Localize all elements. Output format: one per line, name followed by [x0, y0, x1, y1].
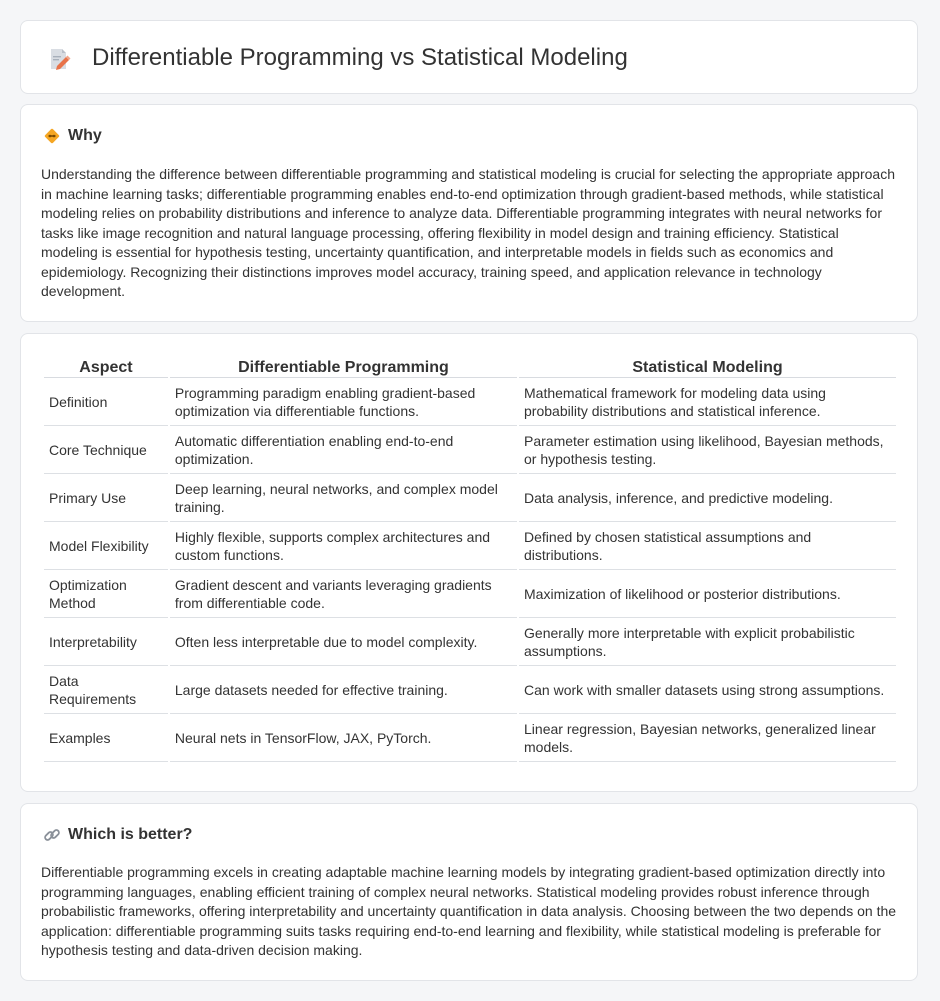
table-row [44, 618, 896, 666]
aspect-cell: Primary Use [44, 474, 168, 522]
table-row [44, 426, 896, 474]
why-section [20, 104, 918, 322]
statistical-cell: Generally more interpretable with explicit probabilistic assumptions. [519, 618, 896, 666]
differentiable-cell: Programming paradigm enabling gradient-based optimization via differentiable functions. [170, 378, 517, 426]
comparison-card [20, 333, 918, 792]
better-body: Differentiable programming excels in creating adaptable machine learning models by integrating gradient-based optimization directly into programming languages, enabling efficient training of complex neural networks. Statistical modeling provides robust inference through probabilistic frameworks, offering interpretability and uncertainty quantification in data analysis. Choosing between the two depends on the application: differentiable programming suits tasks requiring end-to-end learning and flexibility, while statistical modeling is preferable for hypothesis testing and data-driven decision making. [41, 864, 897, 958]
statistical-cell: Parameter estimation using likelihood, Bayesian methods, or hypothesis testing. [519, 426, 896, 474]
better-heading: Which is better? [68, 826, 193, 843]
statistical-cell: Data analysis, inference, and predictive modeling. [519, 474, 896, 522]
header-statistical-modeling: Statistical Modeling [519, 354, 896, 378]
page-title: Differentiable Programming vs Statistical Modeling [92, 44, 628, 71]
table-row [44, 666, 896, 714]
header-differentiable-programming: Differentiable Programming [170, 354, 517, 378]
why-body: Understanding the difference between differentiable programming and statistical modeling is crucial for selecting the appropriate approach in machine learning tasks; differentiable programming enables end-to-end optimization through gradient-based methods, while statistical modeling relies on probability distributions and inference to analyze data. Differentiable programming integrates with neural networks for tasks like image recognition and natural language processing, offering flexibility in model design and training efficiency. Statistical modeling is essential for hypothesis testing, uncertainty quantification, and interpretable models in fields such as economics and epidemiology. Recognizing their distinctions improves model accuracy, training speed, and application relevance in technology development. [41, 166, 895, 299]
aspect-cell: Definition [44, 378, 168, 426]
differentiable-cell: Neural nets in TensorFlow, JAX, PyTorch. [170, 714, 517, 762]
statistical-cell: Maximization of likelihood or posterior distributions. [519, 570, 896, 618]
table-header-row [44, 354, 896, 378]
why-heading: Why [68, 127, 102, 144]
differentiable-cell: Automatic differentiation enabling end-to-end optimization. [170, 426, 517, 474]
aspect-cell: Optimization Method [44, 570, 168, 618]
differentiable-cell: Large datasets needed for effective training. [170, 666, 517, 714]
aspect-cell: Interpretability [44, 618, 168, 666]
statistical-cell: Mathematical framework for modeling data using probability distributions and statistical inference. [519, 378, 896, 426]
comparison-table [42, 354, 898, 762]
header-aspect: Aspect [44, 354, 168, 378]
table-row [44, 378, 896, 426]
statistical-cell: Linear regression, Bayesian networks, generalized linear models. [519, 714, 896, 762]
statistical-cell: Can work with smaller datasets using strong assumptions. [519, 666, 896, 714]
differentiable-cell: Highly flexible, supports complex architectures and custom functions. [170, 522, 517, 570]
table-row [44, 714, 896, 762]
differentiable-cell: Often less interpretable due to model complexity. [170, 618, 517, 666]
link-icon [43, 826, 61, 844]
better-header [43, 824, 192, 846]
table-row [44, 522, 896, 570]
differentiable-cell: Deep learning, neural networks, and complex model training. [170, 474, 517, 522]
aspect-cell: Core Technique [44, 426, 168, 474]
diamond-sign-icon [43, 127, 61, 145]
which-is-better-section [20, 803, 918, 981]
differentiable-cell: Gradient descent and variants leveraging gradients from differentiable code. [170, 570, 517, 618]
document-pencil-icon [47, 47, 71, 71]
aspect-cell: Model Flexibility [44, 522, 168, 570]
aspect-cell: Examples [44, 714, 168, 762]
why-header [43, 125, 102, 147]
aspect-cell: Data Requirements [44, 666, 168, 714]
title-card [20, 20, 918, 94]
statistical-cell: Defined by chosen statistical assumptions and distributions. [519, 522, 896, 570]
table-row [44, 474, 896, 522]
table-row [44, 570, 896, 618]
